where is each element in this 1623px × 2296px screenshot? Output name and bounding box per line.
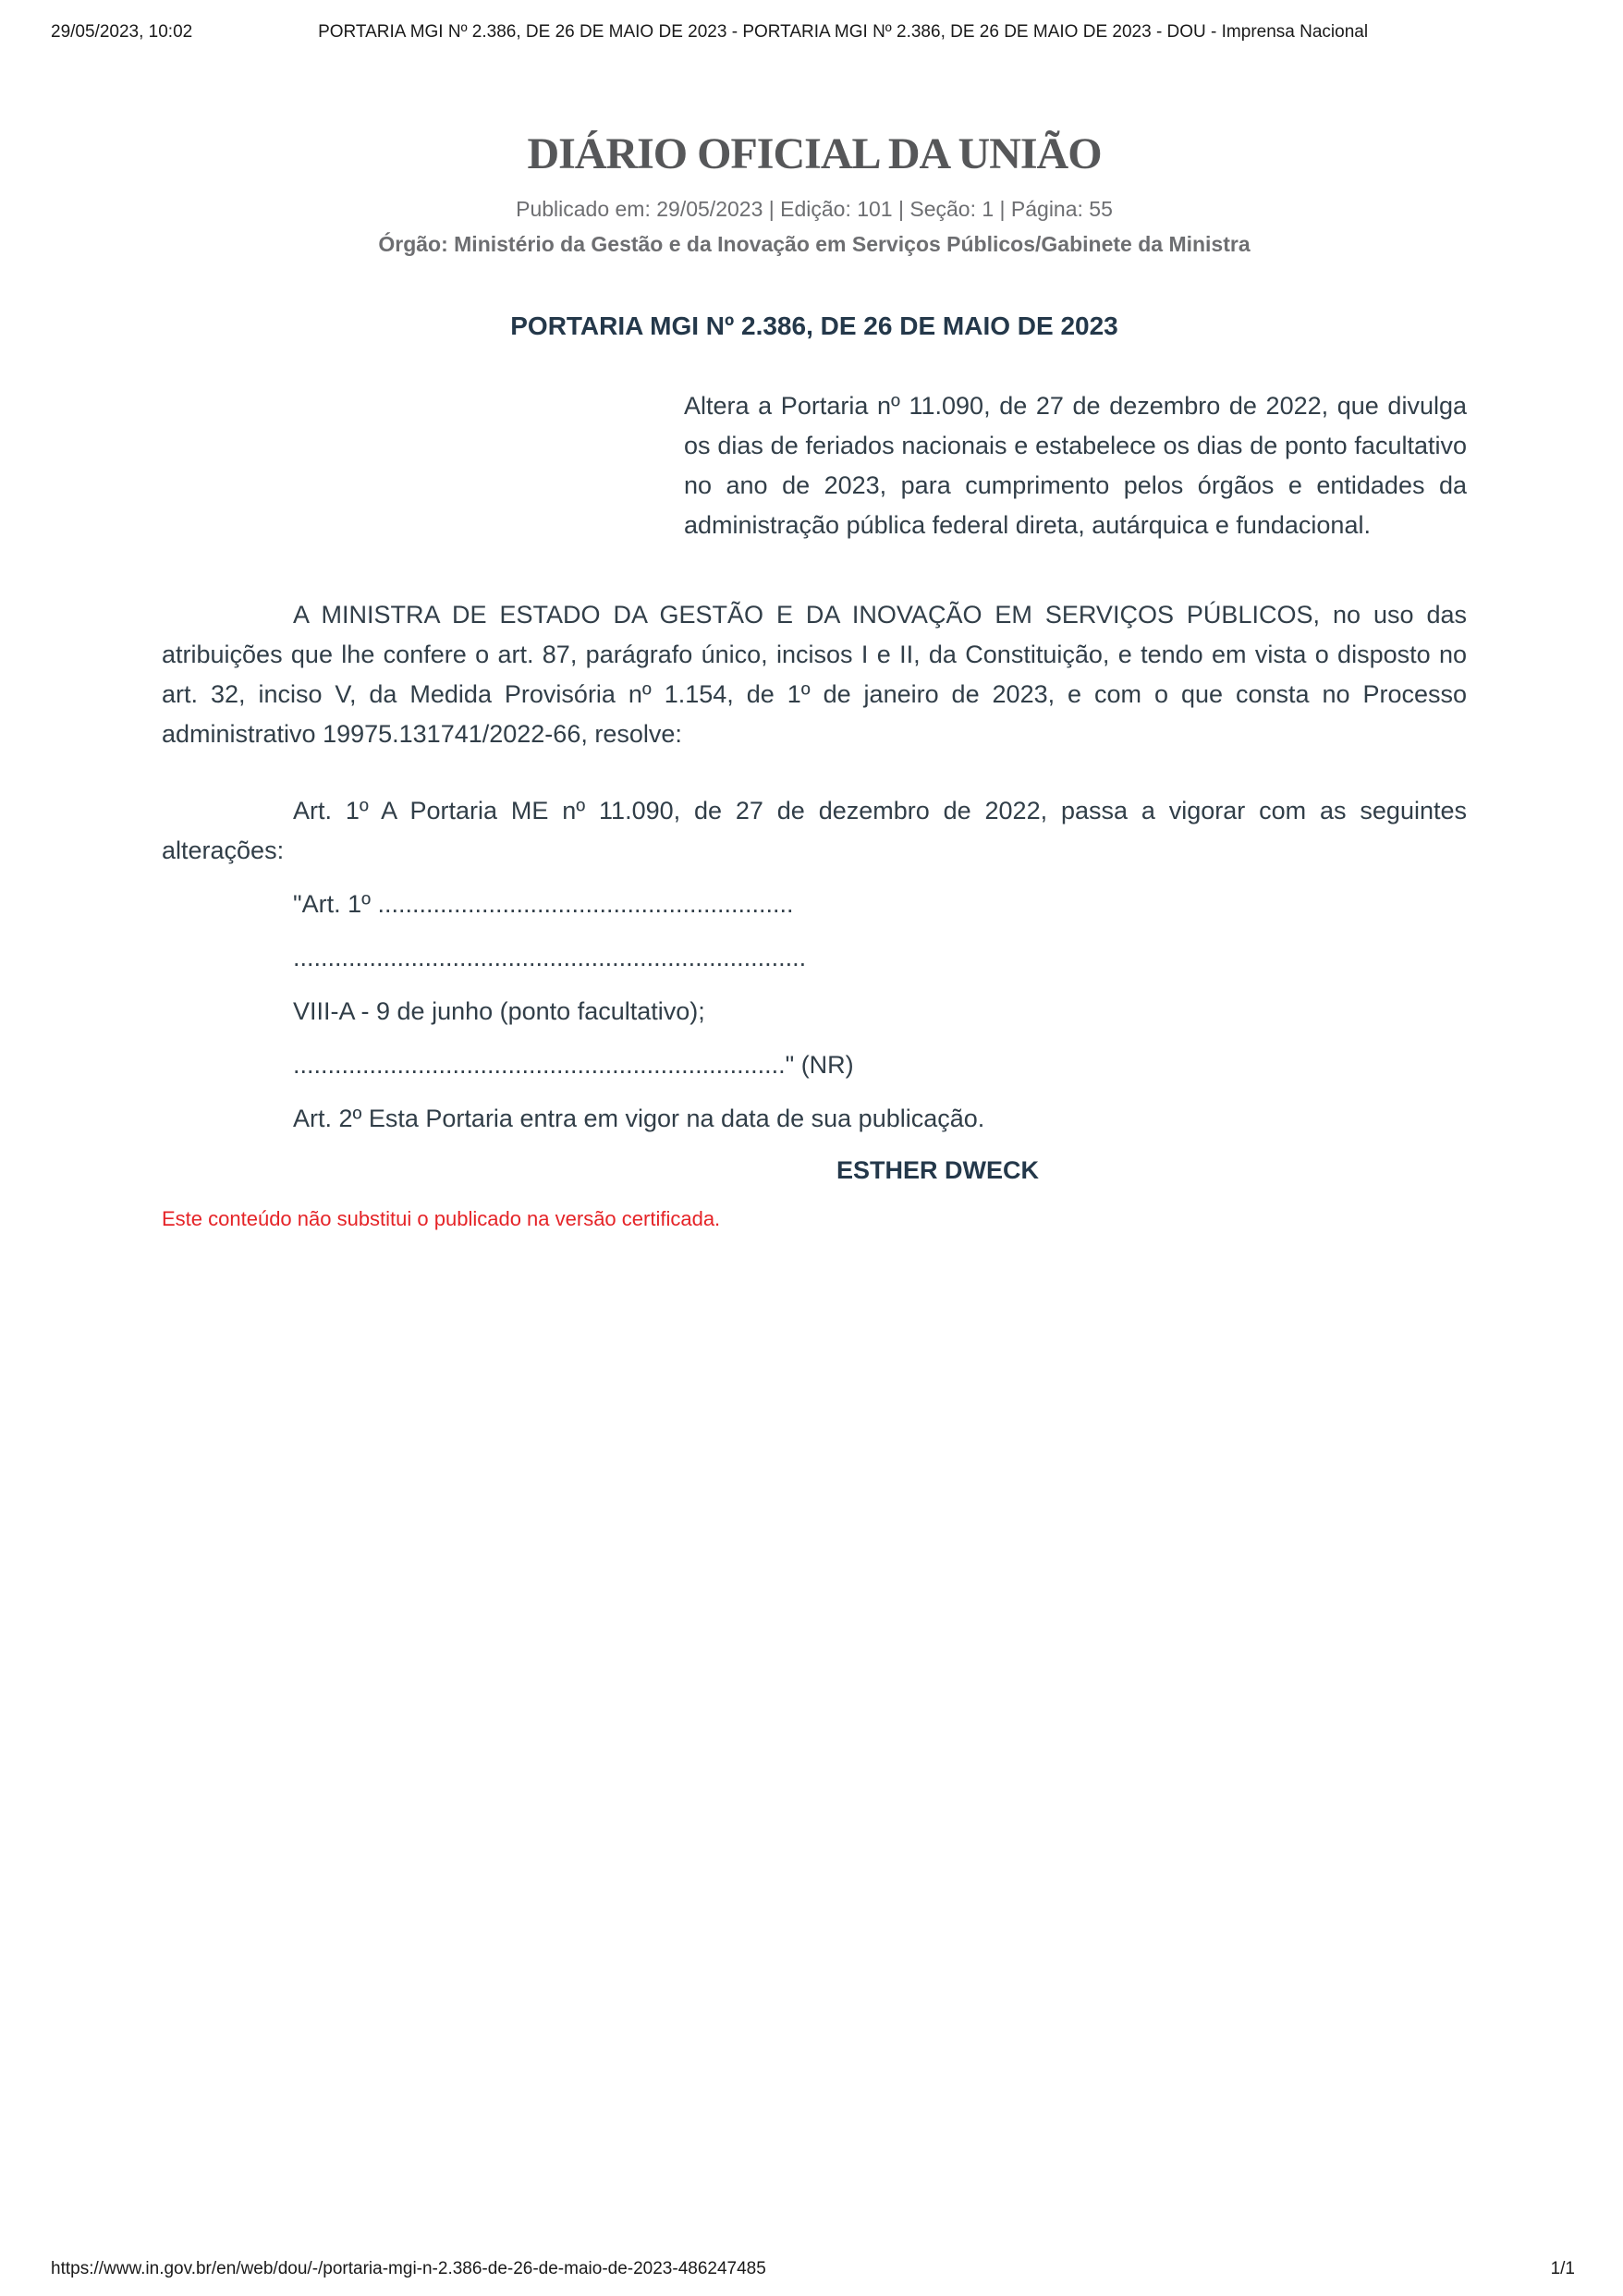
- quote-line-1: "Art. 1º ............................................................: [293, 890, 794, 918]
- print-header-title: PORTARIA MGI Nº 2.386, DE 26 DE MAIO DE 2023 - PORTARIA MGI Nº 2.386, DE 26 DE MAIO DE 2023 - DOU - Imprensa Nacional: [318, 22, 1369, 42]
- certification-notice: Este conteúdo não substitui o publicado na versão certificada.: [162, 1207, 721, 1230]
- masthead-title: DIÁRIO OFICIAL DA UNIÃO: [527, 129, 1102, 178]
- footer-page-number: 1/1: [1550, 2259, 1575, 2278]
- document-heading: PORTARIA MGI Nº 2.386, DE 26 DE MAIO DE 2023: [510, 311, 1118, 340]
- footer-url: https://www.in.gov.br/en/web/dou/-/portaria-mgi-n-2.386-de-26-de-maio-de-2023-486247485: [51, 2259, 766, 2278]
- quote-line-4: ......................................................................." (NR): [293, 1051, 854, 1079]
- document-content: [162, 129, 1467, 1233]
- quote-line-3: VIII-A - 9 de junho (ponto facultativo);: [293, 997, 705, 1025]
- article-1-paragraph: Art. 1º A Portaria ME nº 11.090, de 27 de dezembro de 2022, passa a vigorar com as seguintes alterações:: [162, 797, 1467, 864]
- print-header-datetime: 29/05/2023, 10:02: [51, 22, 193, 42]
- signature-name: ESTHER DWECK: [836, 1156, 1040, 1184]
- preamble-paragraph: A MINISTRA DE ESTADO DA GESTÃO E DA INOVAÇÃO EM SERVIÇOS PÚBLICOS, no uso das atribuições que lhe confere o art. 87, parágrafo único, incisos I e II, da Constituição, e tendo em vista o disposto no art. 32, inciso V, da Medida Provisória nº 1.154, de 1º de janeiro de 2023, e com o que consta no Processo administrativo 19975.131741/2022-66, resolve:: [162, 601, 1467, 748]
- quote-line-2: ..........................................................................: [293, 944, 807, 971]
- print-footer: [51, 2259, 1575, 2283]
- article-2-paragraph: Art. 2º Esta Portaria entra em vigor na data de sua publicação.: [293, 1105, 985, 1132]
- ementa-paragraph: Altera a Portaria nº 11.090, de 27 de dezembro de 2022, que divulga os dias de feriados nacionais e estabelece os dias de ponto facultativo no ano de 2023, para cumprimento pelos órgãos e entidades da administração pública federal direta, autárquica e fundacional.: [684, 392, 1467, 539]
- published-line: Publicado em: 29/05/2023 | Edição: 101 | Seção: 1 | Página: 55: [516, 197, 1113, 221]
- organ-line: Órgão: Ministério da Gestão e da Inovação em Serviços Públicos/Gabinete da Ministra: [378, 232, 1251, 256]
- print-header: [51, 22, 1572, 48]
